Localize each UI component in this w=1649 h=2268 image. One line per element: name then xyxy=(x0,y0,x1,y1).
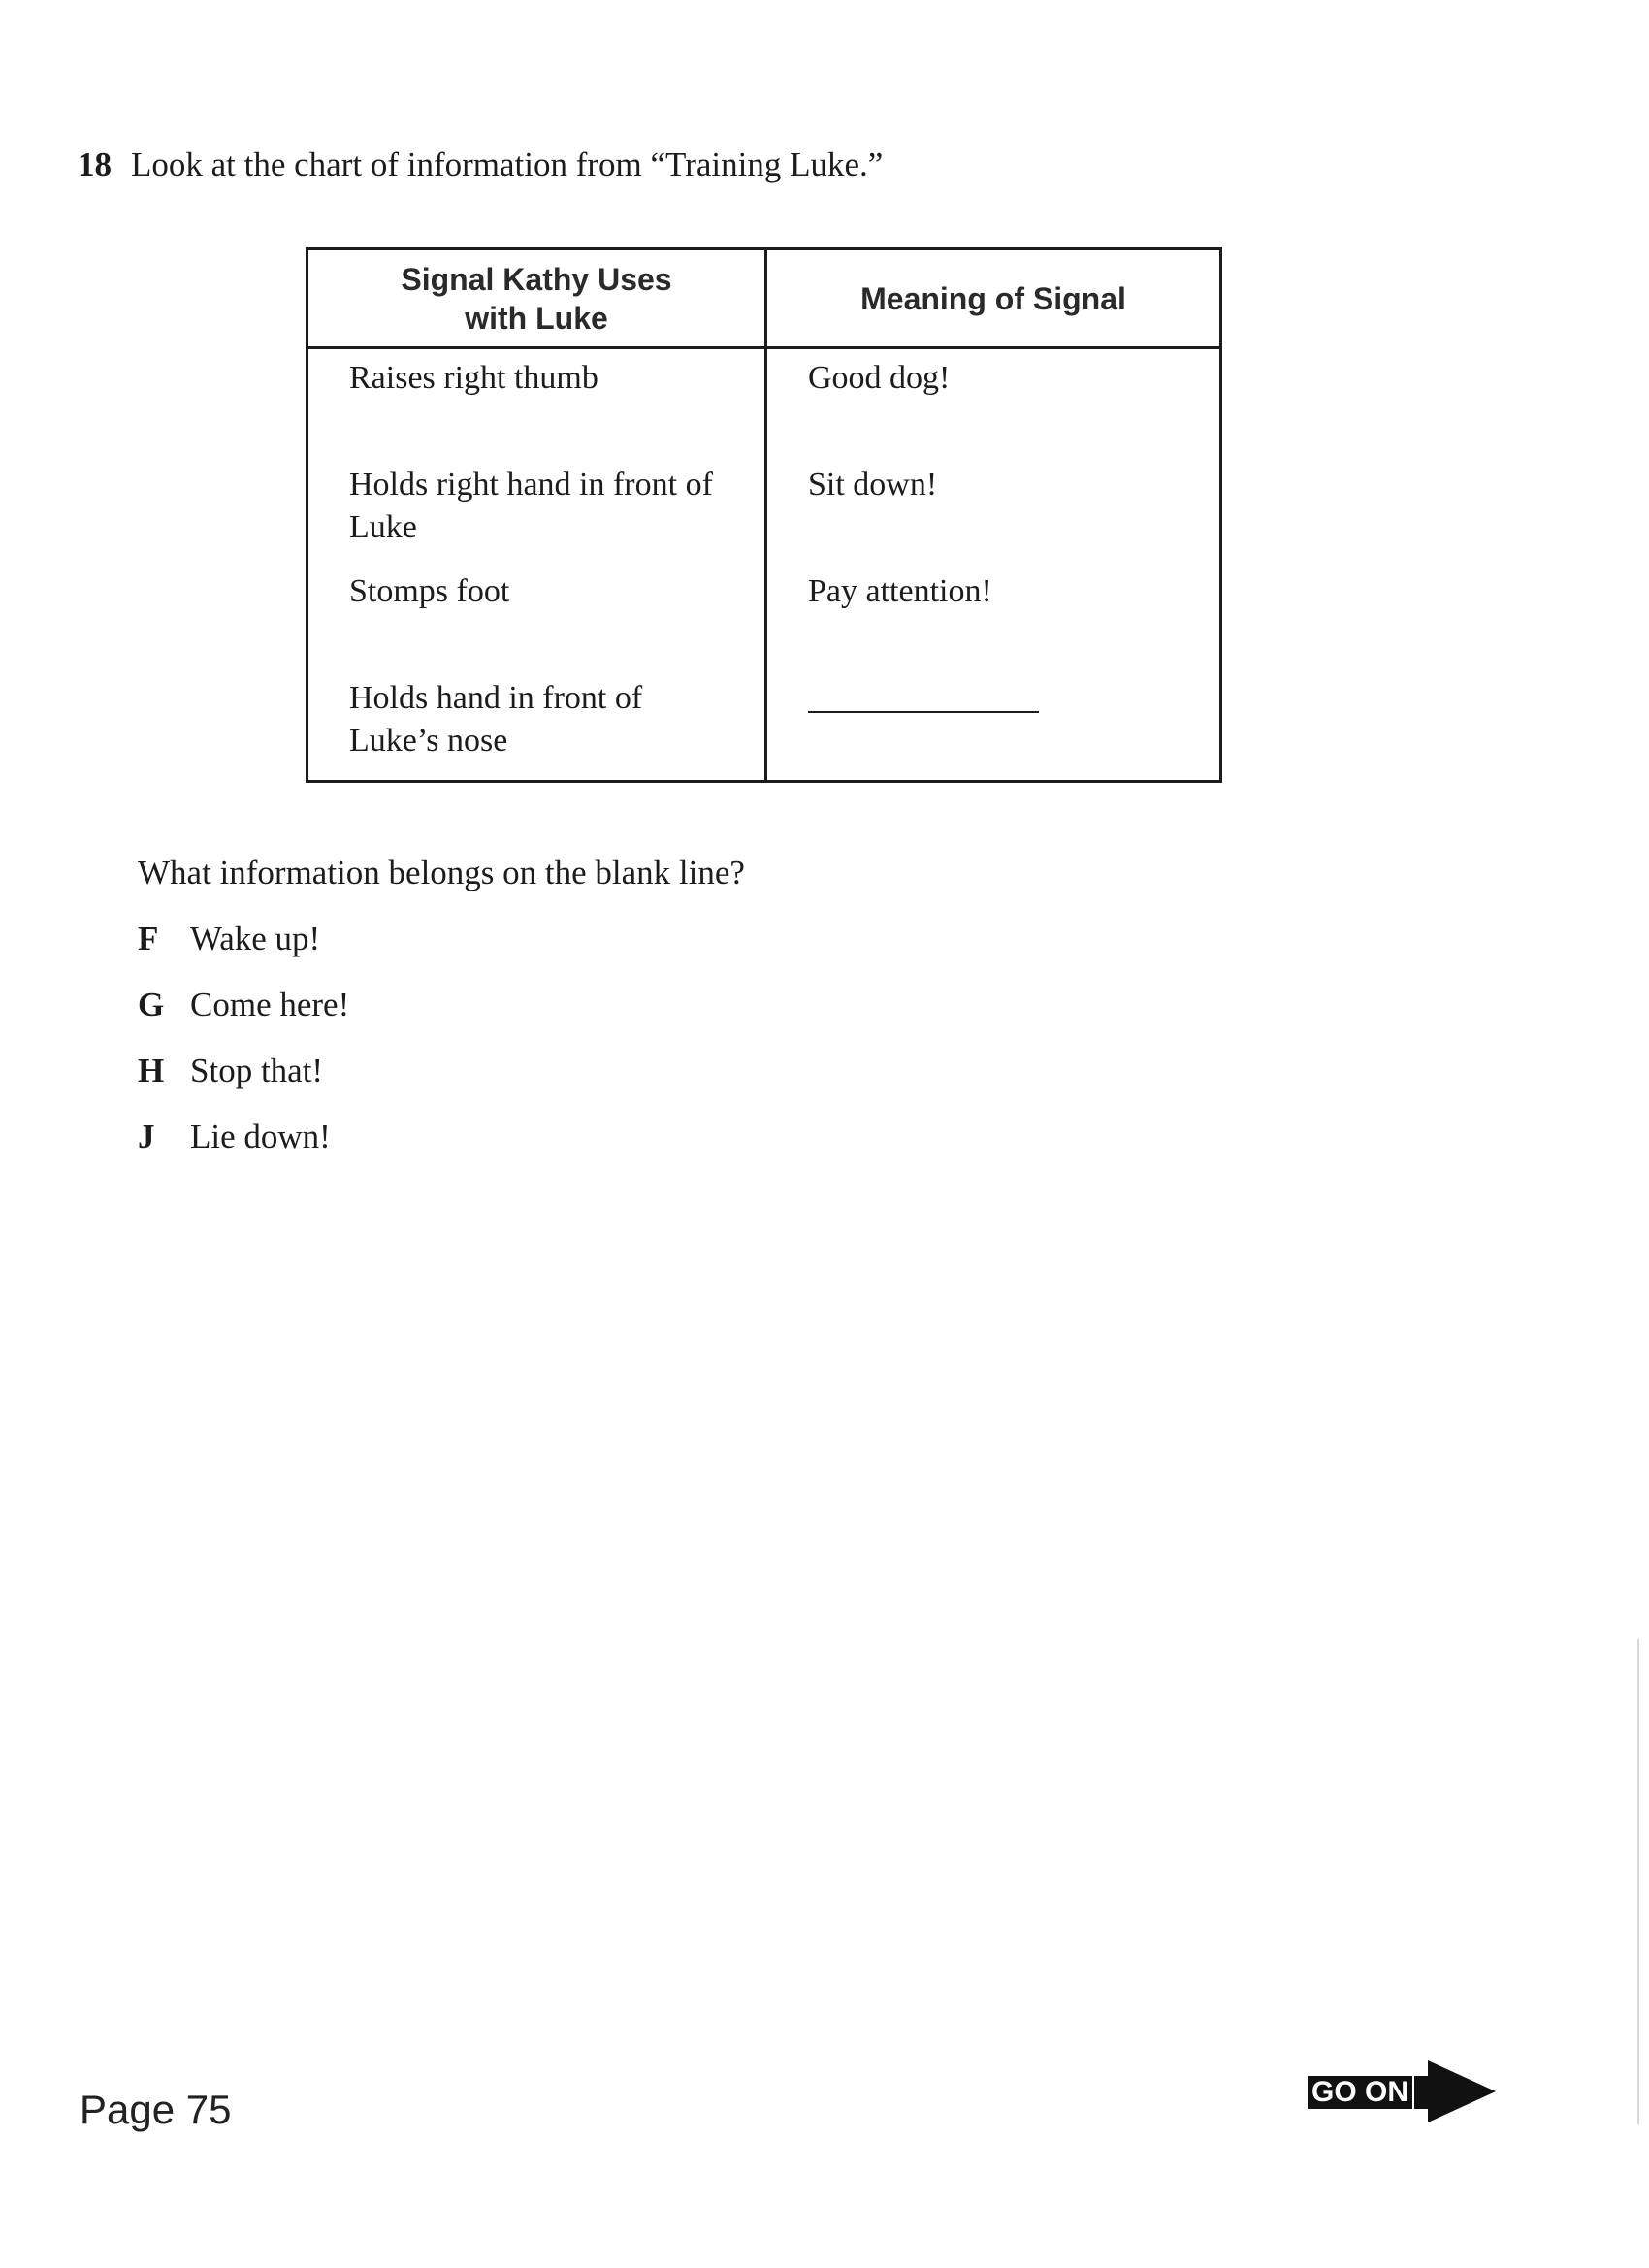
chart-meaning-cell: Sit down! xyxy=(808,467,938,502)
scan-edge-line xyxy=(1637,1639,1639,2124)
answer-choice-j[interactable] xyxy=(138,1116,331,1158)
chart-header-divider xyxy=(308,346,1219,349)
answer-choice-h[interactable] xyxy=(138,1050,323,1092)
choice-text: Stop that! xyxy=(190,1052,324,1089)
chart-blank-line xyxy=(808,711,1039,713)
choice-letter: J xyxy=(138,1118,155,1155)
go-on-indicator xyxy=(1308,2057,1502,2126)
answer-choice-f[interactable] xyxy=(138,918,320,960)
signal-chart xyxy=(306,247,1222,783)
choice-text: Lie down! xyxy=(190,1118,331,1155)
chart-signal-cell: Stomps foot xyxy=(349,573,510,609)
go-on-label: GO ON xyxy=(1308,2076,1412,2109)
chart-header-meaning: Meaning of Signal xyxy=(860,280,1126,316)
question-prompt: What information belongs on the blank line? xyxy=(138,854,745,891)
chart-meaning-cell: Pay attention! xyxy=(808,573,992,609)
choice-text: Wake up! xyxy=(190,920,321,957)
choice-text: Come here! xyxy=(190,986,350,1023)
chart-meaning-cell: Good dog! xyxy=(808,360,951,396)
question-text: Look at the chart of information from “Training Luke.” xyxy=(131,146,884,183)
choice-letter: G xyxy=(138,986,165,1023)
answer-choice-g[interactable] xyxy=(138,984,349,1026)
chart-signal-cell: Holds right hand in front of Luke xyxy=(349,467,713,545)
choice-letter: F xyxy=(138,920,159,957)
chart-header-signal: Signal Kathy Uses with Luke xyxy=(401,261,672,336)
chart-signal-cell: Holds hand in front of Luke’s nose xyxy=(349,680,643,759)
chart-signal-cell: Raises right thumb xyxy=(349,360,598,396)
choice-letter: H xyxy=(138,1052,165,1089)
page-number: Page 75 xyxy=(80,2087,232,2132)
question-stem xyxy=(78,144,883,186)
question-number: 18 xyxy=(78,146,112,183)
